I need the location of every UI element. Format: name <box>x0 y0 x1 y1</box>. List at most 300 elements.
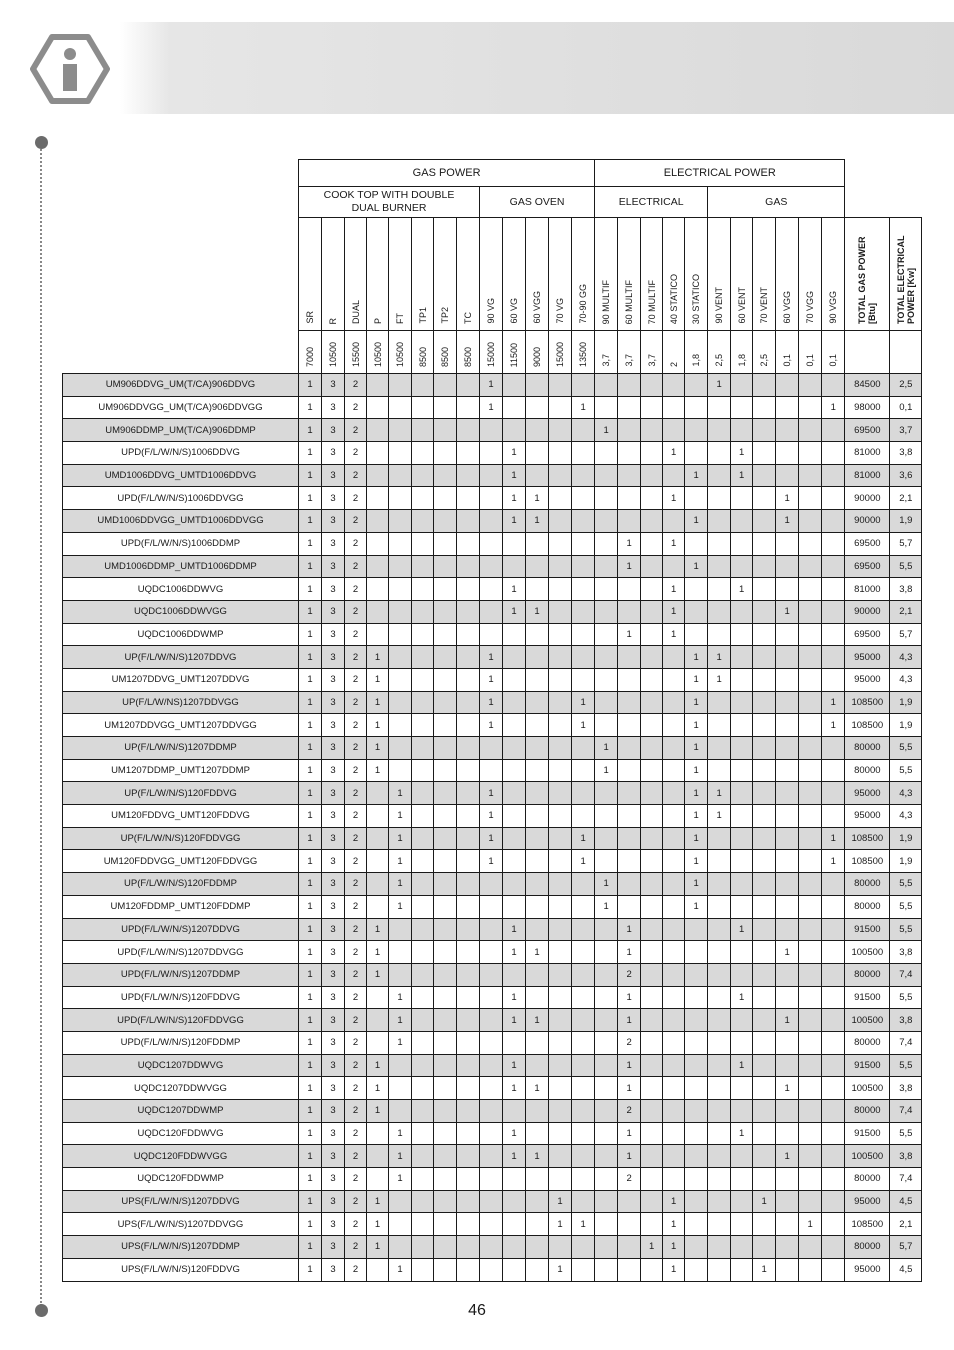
table-cell <box>412 510 434 533</box>
table-cell: 1 <box>753 1258 776 1281</box>
table-cell <box>526 1031 549 1054</box>
table-cell: 2 <box>345 827 367 850</box>
table-cell: 1 <box>367 714 389 737</box>
table-cell <box>685 1258 708 1281</box>
table-cell: 7,4 <box>890 1168 922 1191</box>
table-cell <box>526 963 549 986</box>
table-cell: 1 <box>299 1031 322 1054</box>
table-cell: 1 <box>685 464 708 487</box>
table-cell <box>526 464 549 487</box>
column-power: 10500 <box>389 331 412 374</box>
table-cell: 3,8 <box>890 578 922 601</box>
table-cell <box>618 873 641 896</box>
table-cell: 1 <box>708 646 731 669</box>
table-cell <box>572 1009 595 1032</box>
table-cell <box>457 737 480 760</box>
table-cell <box>731 782 753 805</box>
table-cell <box>753 941 776 964</box>
table-cell <box>685 1031 708 1054</box>
table-cell <box>549 464 572 487</box>
table-cell <box>799 668 822 691</box>
table-cell <box>457 419 480 442</box>
table-cell <box>731 374 753 397</box>
table-row <box>63 737 922 760</box>
table-cell: 3,7 <box>890 419 922 442</box>
table-cell: 80000 <box>845 963 890 986</box>
table-cell <box>549 600 572 623</box>
table-cell <box>457 1236 480 1259</box>
table-cell <box>799 1236 822 1259</box>
model-name: UPD(F/L/W/N/S)1006DDMP <box>63 532 299 555</box>
table-cell <box>708 873 731 896</box>
table-cell: 3 <box>322 555 345 578</box>
table-cell <box>641 510 663 533</box>
table-cell: 1 <box>776 941 799 964</box>
table-cell: 1 <box>299 419 322 442</box>
table-cell: 1 <box>367 918 389 941</box>
table-cell <box>708 510 731 533</box>
table-cell <box>457 1100 480 1123</box>
table-cell: 1 <box>526 487 549 510</box>
table-cell: 2 <box>345 1145 367 1168</box>
table-cell <box>822 1236 845 1259</box>
table-cell <box>549 487 572 510</box>
table-cell <box>503 827 526 850</box>
table-cell: 3 <box>322 1100 345 1123</box>
table-cell <box>412 1236 434 1259</box>
table-cell <box>799 374 822 397</box>
table-cell <box>457 623 480 646</box>
table-cell: 108500 <box>845 1213 890 1236</box>
table-cell <box>753 1054 776 1077</box>
table-cell <box>799 714 822 737</box>
table-cell: 2 <box>345 737 367 760</box>
table-cell <box>549 1009 572 1032</box>
table-cell <box>367 873 389 896</box>
table-cell: 80000 <box>845 895 890 918</box>
table-cell: 1 <box>299 1122 322 1145</box>
model-name: UPD(F/L/W/N/S)120FDDVG <box>63 986 299 1009</box>
table-corner-2 <box>63 187 299 218</box>
table-cell <box>822 1122 845 1145</box>
table-cell <box>503 895 526 918</box>
table-cell: 90000 <box>845 600 890 623</box>
table-cell: 3 <box>322 1031 345 1054</box>
table-cell: 1 <box>299 895 322 918</box>
table-cell: 4,5 <box>890 1258 922 1281</box>
table-cell <box>595 396 618 419</box>
table-cell <box>822 895 845 918</box>
page-number: 46 <box>468 1302 486 1319</box>
table-cell <box>434 555 457 578</box>
table-cell <box>572 963 595 986</box>
table-cell: 1 <box>685 668 708 691</box>
table-cell <box>595 941 618 964</box>
table-cell <box>595 1190 618 1213</box>
table-cell <box>412 963 434 986</box>
table-cell <box>822 1213 845 1236</box>
table-cell <box>685 1168 708 1191</box>
table-cell <box>731 1145 753 1168</box>
table-cell: 1 <box>299 873 322 896</box>
table-cell <box>753 963 776 986</box>
column-power: 3,7 <box>595 331 618 374</box>
table-cell: 2 <box>345 691 367 714</box>
table-cell <box>434 1100 457 1123</box>
table-cell: 90000 <box>845 510 890 533</box>
table-cell: 3 <box>322 759 345 782</box>
table-cell <box>685 941 708 964</box>
table-cell: 1 <box>503 487 526 510</box>
table-cell <box>776 850 799 873</box>
table-cell <box>457 1122 480 1145</box>
table-cell: 1 <box>663 623 685 646</box>
model-name: UPD(F/L/W/N/S)1006DDVG <box>63 442 299 465</box>
table-cell: 1 <box>299 578 322 601</box>
table-cell <box>367 510 389 533</box>
table-cell: 1 <box>299 646 322 669</box>
table-cell: 2 <box>345 600 367 623</box>
table-cell: 1 <box>618 986 641 1009</box>
table-cell: 1 <box>367 1190 389 1213</box>
table-cell: 1 <box>549 1213 572 1236</box>
column-power: 0,1 <box>776 331 799 374</box>
table-row <box>63 850 922 873</box>
column-power: 8500 <box>412 331 434 374</box>
table-cell <box>799 873 822 896</box>
table-cell <box>503 396 526 419</box>
table-cell <box>480 510 503 533</box>
table-cell <box>434 487 457 510</box>
table-cell <box>412 600 434 623</box>
table-row <box>63 1236 922 1259</box>
table-cell: 1 <box>776 487 799 510</box>
table-cell: 1 <box>708 374 731 397</box>
table-cell <box>412 759 434 782</box>
table-cell: 2 <box>345 1031 367 1054</box>
table-cell <box>731 555 753 578</box>
table-cell <box>434 1190 457 1213</box>
table-cell: 3 <box>322 510 345 533</box>
table-cell: 1 <box>299 805 322 828</box>
table-cell <box>367 396 389 419</box>
table-cell: 1,9 <box>890 691 922 714</box>
table-cell <box>434 1145 457 1168</box>
table-cell <box>641 1031 663 1054</box>
table-cell <box>822 1100 845 1123</box>
table-cell: 3 <box>322 986 345 1009</box>
table-cell <box>799 600 822 623</box>
table-cell <box>549 1031 572 1054</box>
table-cell <box>799 986 822 1009</box>
table-cell: 1 <box>685 805 708 828</box>
table-cell: 1 <box>367 1236 389 1259</box>
table-cell: 1 <box>526 1145 549 1168</box>
table-cell: 1 <box>299 1236 322 1259</box>
table-row <box>63 963 922 986</box>
table-cell <box>708 714 731 737</box>
table-cell <box>641 827 663 850</box>
table-cell: 1 <box>367 963 389 986</box>
table-cell: 1 <box>299 737 322 760</box>
table-cell <box>822 1009 845 1032</box>
table-cell: 1 <box>595 759 618 782</box>
table-cell <box>618 396 641 419</box>
table-cell: 4,5 <box>890 1190 922 1213</box>
table-cell <box>480 986 503 1009</box>
table-cell <box>641 918 663 941</box>
table-cell <box>618 782 641 805</box>
table-cell: 1 <box>299 623 322 646</box>
table-cell <box>480 1168 503 1191</box>
table-cell: 1 <box>367 1213 389 1236</box>
table-cell: 2 <box>345 1236 367 1259</box>
table-cell: 1 <box>389 827 412 850</box>
table-cell <box>708 555 731 578</box>
gas-oven-header: GAS OVEN <box>480 187 595 218</box>
table-cell <box>412 1077 434 1100</box>
table-cell <box>685 487 708 510</box>
table-cell: 108500 <box>845 691 890 714</box>
table-cell: 2 <box>345 668 367 691</box>
table-cell <box>389 918 412 941</box>
table-cell: 1 <box>776 1077 799 1100</box>
table-cell <box>822 918 845 941</box>
table-cell <box>503 646 526 669</box>
table-cell <box>776 1213 799 1236</box>
table-cell <box>434 1213 457 1236</box>
table-cell <box>389 396 412 419</box>
table-cell <box>457 691 480 714</box>
table-cell: 1 <box>299 600 322 623</box>
model-name: UM906DDVGG_UM(T/CA)906DDVGG <box>63 396 299 419</box>
table-cell <box>618 510 641 533</box>
table-cell <box>434 442 457 465</box>
table-cell: 1 <box>503 1145 526 1168</box>
table-cell <box>457 600 480 623</box>
table-cell <box>457 1031 480 1054</box>
table-cell <box>480 963 503 986</box>
table-cell: 1 <box>663 600 685 623</box>
table-cell: 2 <box>345 442 367 465</box>
table-cell <box>708 1009 731 1032</box>
table-cell <box>641 487 663 510</box>
table-cell: 1 <box>299 714 322 737</box>
table-cell <box>389 1213 412 1236</box>
column-header: 70-90 GG <box>572 218 595 331</box>
table-cell: 3 <box>322 442 345 465</box>
table-cell <box>799 1009 822 1032</box>
table-cell <box>799 1258 822 1281</box>
table-cell <box>663 1145 685 1168</box>
table-cell: 1 <box>299 1054 322 1077</box>
table-cell: 5,5 <box>890 1054 922 1077</box>
table-cell <box>663 1122 685 1145</box>
table-cell <box>367 623 389 646</box>
table-cell <box>549 419 572 442</box>
table-cell <box>389 941 412 964</box>
table-cell: 1 <box>503 510 526 533</box>
table-cell <box>595 374 618 397</box>
table-cell: 1 <box>389 1145 412 1168</box>
table-cell <box>412 737 434 760</box>
table-cell <box>663 986 685 1009</box>
table-cell <box>595 1031 618 1054</box>
table-cell: 108500 <box>845 850 890 873</box>
table-cell <box>367 986 389 1009</box>
table-cell <box>708 623 731 646</box>
table-cell <box>367 1031 389 1054</box>
table-cell <box>526 1054 549 1077</box>
table-cell <box>822 1258 845 1281</box>
table-cell <box>708 1122 731 1145</box>
table-cell <box>389 963 412 986</box>
table-cell: 1 <box>480 646 503 669</box>
table-cell <box>708 759 731 782</box>
table-cell <box>776 1168 799 1191</box>
table-cell <box>389 464 412 487</box>
table-cell <box>412 918 434 941</box>
table-cell <box>457 464 480 487</box>
table-cell: 2 <box>345 782 367 805</box>
table-cell: 1 <box>663 442 685 465</box>
table-cell: 3,8 <box>890 1077 922 1100</box>
table-cell <box>389 759 412 782</box>
table-cell <box>799 1145 822 1168</box>
table-cell <box>457 918 480 941</box>
table-cell <box>389 532 412 555</box>
table-cell <box>389 600 412 623</box>
table-row <box>63 668 922 691</box>
table-cell: 3 <box>322 532 345 555</box>
table-cell: 7,4 <box>890 1100 922 1123</box>
table-cell: 1 <box>299 941 322 964</box>
table-cell <box>731 1009 753 1032</box>
table-cell <box>526 623 549 646</box>
table-cell <box>480 918 503 941</box>
table-cell <box>526 986 549 1009</box>
table-cell: 2 <box>345 487 367 510</box>
model-name: UQDC1006DDWMP <box>63 623 299 646</box>
table-cell <box>822 1168 845 1191</box>
table-cell: 2 <box>345 1213 367 1236</box>
table-cell: 95000 <box>845 1258 890 1281</box>
table-cell <box>776 396 799 419</box>
table-cell <box>708 1190 731 1213</box>
table-cell <box>412 1009 434 1032</box>
table-cell <box>367 464 389 487</box>
table-cell <box>708 532 731 555</box>
table-cell <box>572 1236 595 1259</box>
info-icon <box>30 34 110 104</box>
table-cell <box>526 578 549 601</box>
table-cell <box>572 1077 595 1100</box>
table-cell <box>549 532 572 555</box>
table-cell <box>389 510 412 533</box>
column-power: 10500 <box>367 331 389 374</box>
table-cell: 1 <box>299 555 322 578</box>
table-cell <box>708 691 731 714</box>
table-cell: 1 <box>503 986 526 1009</box>
table-cell <box>641 1168 663 1191</box>
model-name: UPD(F/L/W/N/S)1207DDMP <box>63 963 299 986</box>
table-row <box>63 873 922 896</box>
table-cell <box>412 986 434 1009</box>
table-cell: 1 <box>299 510 322 533</box>
table-row <box>63 374 922 397</box>
table-cell <box>412 1168 434 1191</box>
table-cell: 4,3 <box>890 782 922 805</box>
table-cell: 1 <box>299 464 322 487</box>
table-cell <box>663 1100 685 1123</box>
table-cell <box>526 419 549 442</box>
table-cell <box>685 986 708 1009</box>
table-cell <box>389 374 412 397</box>
table-cell <box>708 1145 731 1168</box>
table-row <box>63 1213 922 1236</box>
table-cell <box>822 374 845 397</box>
table-cell <box>434 805 457 828</box>
column-header: TP2 <box>434 218 457 331</box>
column-power: 3,7 <box>641 331 663 374</box>
table-cell <box>708 963 731 986</box>
table-cell <box>641 691 663 714</box>
table-cell: 1 <box>389 805 412 828</box>
table-cell: 80000 <box>845 873 890 896</box>
table-cell <box>572 1145 595 1168</box>
table-cell <box>572 1190 595 1213</box>
table-cell <box>572 873 595 896</box>
column-header: 60 MULTIF <box>618 218 641 331</box>
table-cell <box>618 600 641 623</box>
table-cell <box>412 1145 434 1168</box>
column-header: 70 MULTIF <box>641 218 663 331</box>
column-header: 90 VENT <box>708 218 731 331</box>
table-cell <box>412 827 434 850</box>
table-cell: 2 <box>345 873 367 896</box>
table-cell <box>822 941 845 964</box>
table-cell <box>595 532 618 555</box>
table-cell <box>503 374 526 397</box>
table-cell: 95000 <box>845 668 890 691</box>
table-cell <box>389 691 412 714</box>
model-name: UQDC120FDDWVGG <box>63 1145 299 1168</box>
table-cell <box>641 1145 663 1168</box>
table-cell: 5,5 <box>890 895 922 918</box>
table-cell <box>731 805 753 828</box>
table-cell: 1 <box>731 1054 753 1077</box>
table-cell <box>412 532 434 555</box>
table-cell <box>776 963 799 986</box>
table-cell <box>434 850 457 873</box>
table-cell <box>434 827 457 850</box>
table-cell <box>480 1100 503 1123</box>
table-cell <box>753 1168 776 1191</box>
table-cell <box>434 668 457 691</box>
table-cell <box>595 668 618 691</box>
table-cell <box>526 532 549 555</box>
table-cell <box>457 646 480 669</box>
table-cell <box>412 714 434 737</box>
table-cell <box>595 1100 618 1123</box>
table-cell <box>663 759 685 782</box>
table-cell <box>776 737 799 760</box>
table-row <box>63 578 922 601</box>
table-cell <box>503 1168 526 1191</box>
table-cell <box>618 1258 641 1281</box>
table-cell <box>618 805 641 828</box>
table-cell <box>526 1236 549 1259</box>
